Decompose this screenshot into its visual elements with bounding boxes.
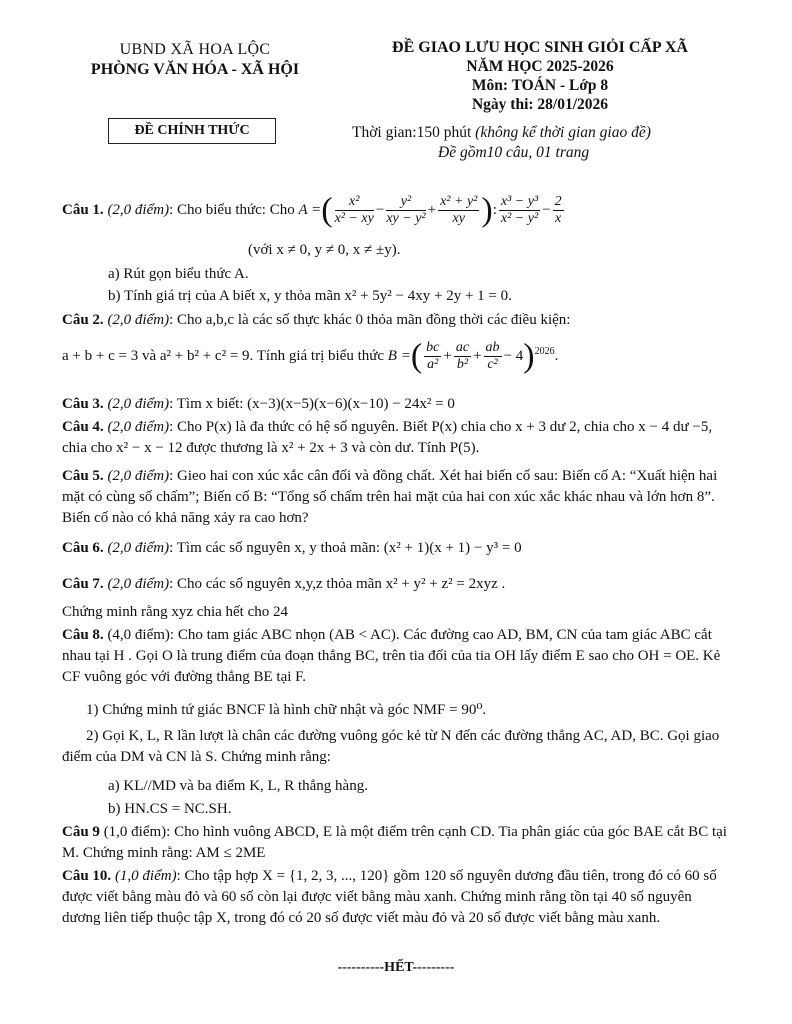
q1-frac-5: $\frac{2}{x}$ bbox=[554, 194, 562, 226]
question-2 bbox=[62, 310, 734, 331]
header-left bbox=[70, 40, 320, 80]
question-10 bbox=[62, 866, 734, 929]
q5-text: : Gieo hai con xúc xắc cân đối và đồng chất. Xét hai biến cố sau: Biến cố A: “Xuất hiện hai mặt có cùng số chấm”; Biến cố B: “Tổng số chấm trên hai mặt của hai con xúc xắc khác nhau và lớn hơn 8”. Biến cố nào có khả năng xảy ra cao hơn? bbox=[62, 468, 718, 526]
question-7 bbox=[62, 574, 734, 595]
q1-frac-1: $\frac{\text{x²}}{\text{x² − xy}}$ bbox=[334, 194, 374, 226]
q8-label: Câu 8. bbox=[62, 627, 104, 643]
q3-text: : Tìm x biết: (x−3)(x−5)(x−6)(x−10) − 24x² = 0 bbox=[169, 396, 455, 412]
q2-paren-open: ( bbox=[410, 337, 423, 375]
q1-paren-close: ) bbox=[481, 191, 493, 229]
q3-label: Câu 3. bbox=[62, 396, 104, 412]
q8-part2a: a) KL//MD và ba điểm K, L, R thẳng hàng. bbox=[108, 778, 368, 794]
q9-label: Câu 9 bbox=[62, 824, 100, 840]
q1-frac-4: $\frac{\text{x³ − y³}}{\text{x² − y²}}$ bbox=[500, 194, 539, 226]
question-6 bbox=[62, 538, 734, 559]
time-label: Thời gian:150 phút bbox=[352, 124, 472, 141]
q7-text2: Chứng minh rằng xyz chia hết cho 24 bbox=[62, 604, 288, 620]
q1-formula-lhs: A = bbox=[298, 201, 322, 218]
q10-text: : Cho tập hợp X = {1, 2, 3, ..., 120} gồm 120 số nguyên dương đầu tiên, trong đó có 60 số được viết bằng màu đỏ và 60 số còn lại được viết bằng màu xanh. Chứng minh rằng tồn tại 40 số nguyên dương liên tiếp thuộc tập X, trong đó có 20 số được viết màu đỏ và 20 số được viết bằng màu xanh. bbox=[62, 868, 717, 926]
time-line bbox=[352, 124, 651, 142]
q10-points: (1,0 điểm) bbox=[114, 868, 177, 884]
q1-points: (2,0 điểm) bbox=[107, 201, 170, 218]
q6-label: Câu 6. bbox=[62, 540, 104, 556]
q1-paren-open: ( bbox=[321, 191, 333, 229]
q2-tail: − 4 bbox=[503, 347, 524, 364]
time-note: (không kể thời gian giao đề) bbox=[475, 124, 651, 141]
q1-part-b: b) Tính giá trị của A biết x, y thỏa mãn x² + 5y² − 4xy + 2y + 1 = 0. bbox=[108, 288, 512, 304]
q1-part-a: a) Rút gọn biểu thức A. bbox=[108, 266, 249, 282]
q8-text: : Cho tam giác ABC nhọn (AB < AC). Các đường cao AD, BM, CN của tam giác ABC cắt nhau tại H . Gọi O là trung điểm của đoạn thẳng BC, trên tia đối của tia OH lấy điểm E sao cho OH = OE. Kẻ CF vuông góc với đường thẳng BE tại F. bbox=[62, 627, 721, 685]
question-4 bbox=[62, 417, 734, 459]
q4-label: Câu 4. bbox=[62, 419, 104, 435]
question-8 bbox=[62, 625, 734, 688]
q9-points: (1,0 điểm) bbox=[103, 824, 167, 840]
q1-label: Câu 1. bbox=[62, 201, 104, 218]
q6-points: (2,0 điểm) bbox=[107, 540, 170, 556]
q2-frac-1: $\frac{bc}{\text{a²}}$ bbox=[426, 340, 440, 372]
q8-part2: 2) Gọi K, L, R lần lượt là chân các đường vuông góc kẻ từ N đến các đường thẳng AC, AD, BC. Gọi giao điểm của DM và CN là S. Chứng minh rằng: bbox=[62, 728, 720, 765]
q5-points: (2,0 điểm) bbox=[107, 468, 170, 484]
q2-formula-lhs: B = bbox=[387, 347, 411, 364]
department-name: PHÒNG VĂN HÓA - XÃ HỘI bbox=[90, 61, 300, 78]
header-right bbox=[340, 38, 740, 114]
end-marker: ----------HẾT--------- bbox=[337, 960, 455, 975]
q2-frac-3: $\frac{ab}{\text{c²}}$ bbox=[485, 340, 500, 372]
q7-points: (2,0 điểm) bbox=[107, 576, 170, 592]
q3-points: (2,0 điểm) bbox=[107, 396, 170, 412]
q10-label: Câu 10. bbox=[62, 868, 112, 884]
q2-exponent: 2026 bbox=[534, 345, 555, 357]
q9-text: : Cho hình vuông ABCD, E là một điểm trên cạnh CD. Tia phân giác của góc BAE cắt BC tại M. Chứng minh rằng: AM ≤ 2ME bbox=[62, 824, 727, 861]
q2-label: Câu 2. bbox=[62, 312, 104, 328]
q4-text: : Cho P(x) là đa thức có hệ số nguyên. Biết P(x) chia cho x + 3 dư 2, chia cho x − 4 dư −5, chia cho x² − x − 12 được thương là x² + 2x + 3 và còn dư. Tính P(5). bbox=[62, 419, 713, 456]
q1-frac-2: $\frac{\text{y²}}{\text{xy − y²}}$ bbox=[386, 194, 426, 226]
q1-text: : Cho biểu thức: Cho bbox=[169, 201, 295, 218]
q8-part2b: b) HN.CS = NC.SH. bbox=[108, 801, 232, 817]
q2-line2: a + b + c = 3 và a² + b² + c² = 9. Tính giá trị biểu thức B =( $\frac{bc}{\text{a²}}$ + $\frac{ac}{\text{b²}}$ + $\frac{ab}{\text{c²}}$ − 4)$^{2026}$. bbox=[62, 337, 559, 375]
question-3 bbox=[62, 394, 734, 415]
exam-date: Ngày thi: 28/01/2026 bbox=[471, 96, 609, 113]
q7-text: : Cho các số nguyên x,y,z thỏa mãn x² + y² + z² = 2xyz . bbox=[169, 576, 506, 592]
subject: Môn: TOÁN - Lớp 8 bbox=[471, 77, 609, 94]
q5-label: Câu 5. bbox=[62, 468, 104, 484]
q2-text2: a + b + c = 3 và a² + b² + c² = 9. Tính giá trị biểu thức bbox=[62, 347, 385, 364]
q4-points: (2,0 điểm) bbox=[107, 419, 170, 435]
q1-condition: (với x ≠ 0, y ≠ 0, x ≠ ±y). bbox=[248, 242, 401, 258]
official-badge: ĐỀ CHÍNH THỨC bbox=[108, 118, 276, 144]
q2-points: (2,0 điểm) bbox=[107, 312, 170, 328]
q2-text1: : Cho a,b,c là các số thực khác 0 thỏa mãn đồng thời các điều kiện: bbox=[169, 312, 571, 328]
question-1: Câu 1. (2,0 điểm): Cho biểu thức: Cho A =( $\frac{\text{x²}}{\text{x² − xy}}$ − $\frac{\text{y²}}{\text{xy − y²}}$ + $\frac{\text{x² + y²}}{xy}$ ): $\frac{\text{x³ − y³}}{\text{x² − y²}}$ − $\frac{2}{x}$ bbox=[62, 191, 562, 229]
q2-paren-close: ) bbox=[523, 337, 535, 375]
q8-points: (4,0 điểm) bbox=[107, 627, 170, 643]
q2-frac-2: $\frac{ac}{\text{b²}}$ bbox=[455, 340, 470, 372]
exam-title: ĐỀ GIAO LƯU HỌC SINH GIỎI CẤP XÃ bbox=[392, 39, 688, 56]
question-5 bbox=[62, 466, 734, 529]
question-9 bbox=[62, 822, 734, 864]
q6-text: : Tìm các số nguyên x, y thoả mãn: (x² + 1)(x + 1) − y³ = 0 bbox=[169, 540, 522, 556]
q1-frac-3: $\frac{\text{x² + y²}}{xy}$ bbox=[440, 194, 478, 226]
pages-note: Đề gồm10 câu, 01 trang bbox=[438, 144, 590, 161]
q8-part1: 1) Chứng minh tứ giác BNCF là hình chữ nhật và góc NMF = 90⁰. bbox=[86, 702, 487, 718]
q7-label: Câu 7. bbox=[62, 576, 104, 592]
district-name: UBND XÃ HOA LỘC bbox=[119, 41, 271, 58]
school-year: NĂM HỌC 2025-2026 bbox=[466, 58, 614, 75]
